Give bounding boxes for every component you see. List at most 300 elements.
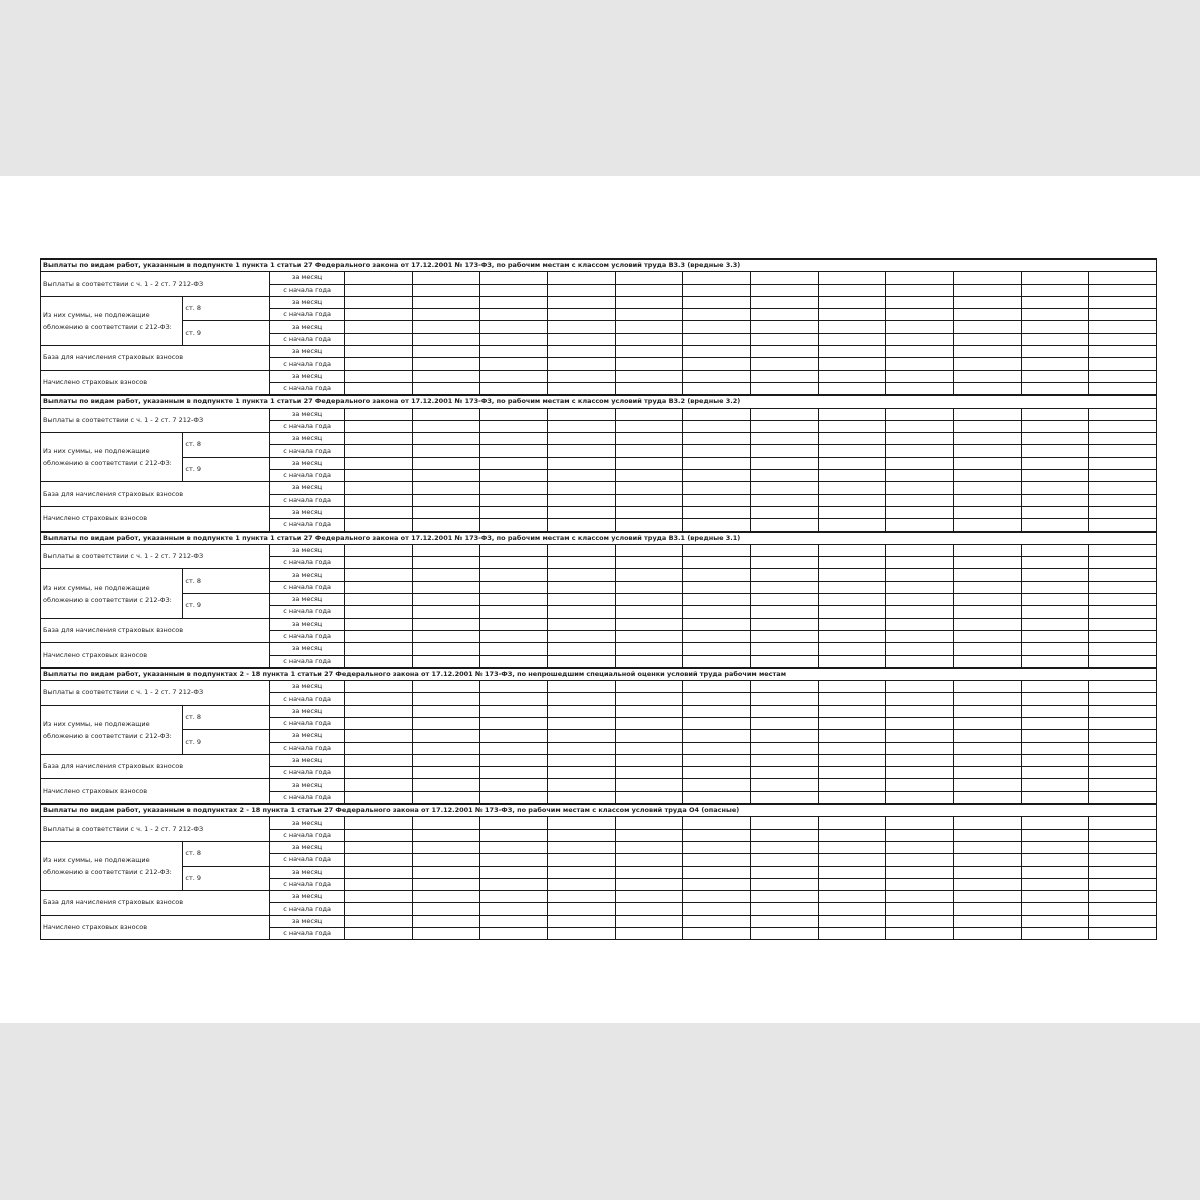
value-cell[interactable] [1021, 346, 1089, 358]
value-cell[interactable] [886, 915, 954, 927]
value-cell[interactable] [547, 569, 615, 581]
value-cell[interactable] [750, 457, 818, 469]
value-cell[interactable] [615, 581, 683, 593]
value-cell[interactable] [1089, 433, 1157, 445]
value-cell[interactable] [547, 717, 615, 729]
value-cell[interactable] [615, 346, 683, 358]
value-cell[interactable] [1089, 915, 1157, 927]
value-cell[interactable] [412, 346, 480, 358]
value-cell[interactable] [1021, 742, 1089, 754]
value-cell[interactable] [480, 866, 548, 878]
value-cell[interactable] [818, 928, 886, 940]
value-cell[interactable] [683, 767, 751, 779]
value-cell[interactable] [547, 742, 615, 754]
value-cell[interactable] [953, 569, 1021, 581]
value-cell[interactable] [953, 382, 1021, 395]
value-cell[interactable] [615, 445, 683, 457]
value-cell[interactable] [953, 817, 1021, 829]
value-cell[interactable] [1089, 457, 1157, 469]
value-cell[interactable] [750, 829, 818, 841]
value-cell[interactable] [344, 358, 412, 370]
value-cell[interactable] [750, 382, 818, 395]
value-cell[interactable] [1021, 754, 1089, 766]
value-cell[interactable] [683, 408, 751, 420]
value-cell[interactable] [344, 433, 412, 445]
value-cell[interactable] [1089, 878, 1157, 890]
value-cell[interactable] [547, 519, 615, 532]
value-cell[interactable] [344, 705, 412, 717]
value-cell[interactable] [818, 606, 886, 618]
value-cell[interactable] [547, 420, 615, 432]
value-cell[interactable] [480, 841, 548, 853]
value-cell[interactable] [683, 370, 751, 382]
value-cell[interactable] [1021, 928, 1089, 940]
value-cell[interactable] [750, 903, 818, 915]
value-cell[interactable] [750, 370, 818, 382]
value-cell[interactable] [953, 321, 1021, 333]
value-cell[interactable] [344, 333, 412, 345]
value-cell[interactable] [818, 754, 886, 766]
value-cell[interactable] [683, 630, 751, 642]
value-cell[interactable] [818, 408, 886, 420]
value-cell[interactable] [750, 717, 818, 729]
value-cell[interactable] [818, 569, 886, 581]
value-cell[interactable] [615, 618, 683, 630]
value-cell[interactable] [886, 854, 954, 866]
value-cell[interactable] [480, 693, 548, 705]
value-cell[interactable] [750, 891, 818, 903]
value-cell[interactable] [683, 705, 751, 717]
value-cell[interactable] [480, 643, 548, 655]
value-cell[interactable] [1021, 494, 1089, 506]
value-cell[interactable] [886, 779, 954, 791]
value-cell[interactable] [412, 791, 480, 804]
value-cell[interactable] [953, 829, 1021, 841]
value-cell[interactable] [1021, 544, 1089, 556]
value-cell[interactable] [750, 544, 818, 556]
value-cell[interactable] [412, 854, 480, 866]
value-cell[interactable] [886, 878, 954, 890]
value-cell[interactable] [750, 643, 818, 655]
value-cell[interactable] [1021, 841, 1089, 853]
value-cell[interactable] [818, 519, 886, 532]
value-cell[interactable] [750, 594, 818, 606]
value-cell[interactable] [1021, 420, 1089, 432]
value-cell[interactable] [953, 296, 1021, 308]
value-cell[interactable] [615, 333, 683, 345]
value-cell[interactable] [953, 915, 1021, 927]
value-cell[interactable] [480, 730, 548, 742]
value-cell[interactable] [547, 606, 615, 618]
value-cell[interactable] [547, 779, 615, 791]
value-cell[interactable] [683, 457, 751, 469]
value-cell[interactable] [683, 779, 751, 791]
value-cell[interactable] [750, 284, 818, 296]
value-cell[interactable] [886, 606, 954, 618]
value-cell[interactable] [344, 494, 412, 506]
value-cell[interactable] [480, 272, 548, 284]
value-cell[interactable] [750, 606, 818, 618]
value-cell[interactable] [750, 309, 818, 321]
value-cell[interactable] [344, 408, 412, 420]
value-cell[interactable] [412, 705, 480, 717]
value-cell[interactable] [886, 643, 954, 655]
value-cell[interactable] [412, 296, 480, 308]
value-cell[interactable] [480, 791, 548, 804]
value-cell[interactable] [1021, 594, 1089, 606]
value-cell[interactable] [818, 829, 886, 841]
value-cell[interactable] [547, 333, 615, 345]
value-cell[interactable] [1089, 643, 1157, 655]
value-cell[interactable] [412, 730, 480, 742]
value-cell[interactable] [1089, 470, 1157, 482]
value-cell[interactable] [547, 272, 615, 284]
value-cell[interactable] [886, 630, 954, 642]
value-cell[interactable] [818, 470, 886, 482]
value-cell[interactable] [547, 754, 615, 766]
value-cell[interactable] [547, 494, 615, 506]
value-cell[interactable] [818, 767, 886, 779]
value-cell[interactable] [344, 482, 412, 494]
value-cell[interactable] [750, 272, 818, 284]
value-cell[interactable] [1021, 581, 1089, 593]
value-cell[interactable] [886, 693, 954, 705]
value-cell[interactable] [683, 544, 751, 556]
value-cell[interactable] [953, 767, 1021, 779]
value-cell[interactable] [1021, 506, 1089, 518]
value-cell[interactable] [750, 841, 818, 853]
value-cell[interactable] [547, 630, 615, 642]
value-cell[interactable] [683, 506, 751, 518]
value-cell[interactable] [953, 854, 1021, 866]
value-cell[interactable] [683, 445, 751, 457]
value-cell[interactable] [818, 370, 886, 382]
value-cell[interactable] [412, 878, 480, 890]
value-cell[interactable] [818, 420, 886, 432]
value-cell[interactable] [683, 382, 751, 395]
value-cell[interactable] [547, 544, 615, 556]
value-cell[interactable] [683, 681, 751, 693]
value-cell[interactable] [953, 470, 1021, 482]
value-cell[interactable] [615, 681, 683, 693]
value-cell[interactable] [1021, 854, 1089, 866]
value-cell[interactable] [750, 420, 818, 432]
value-cell[interactable] [886, 717, 954, 729]
value-cell[interactable] [412, 506, 480, 518]
value-cell[interactable] [344, 754, 412, 766]
value-cell[interactable] [344, 506, 412, 518]
value-cell[interactable] [818, 457, 886, 469]
value-cell[interactable] [953, 346, 1021, 358]
value-cell[interactable] [818, 544, 886, 556]
value-cell[interactable] [953, 717, 1021, 729]
value-cell[interactable] [344, 817, 412, 829]
value-cell[interactable] [750, 681, 818, 693]
value-cell[interactable] [886, 333, 954, 345]
value-cell[interactable] [683, 866, 751, 878]
value-cell[interactable] [750, 494, 818, 506]
value-cell[interactable] [750, 854, 818, 866]
value-cell[interactable] [1021, 408, 1089, 420]
value-cell[interactable] [615, 321, 683, 333]
value-cell[interactable] [1089, 569, 1157, 581]
value-cell[interactable] [344, 445, 412, 457]
value-cell[interactable] [412, 841, 480, 853]
value-cell[interactable] [547, 767, 615, 779]
value-cell[interactable] [344, 370, 412, 382]
value-cell[interactable] [1021, 705, 1089, 717]
value-cell[interactable] [547, 841, 615, 853]
value-cell[interactable] [412, 370, 480, 382]
value-cell[interactable] [615, 705, 683, 717]
value-cell[interactable] [818, 717, 886, 729]
value-cell[interactable] [412, 519, 480, 532]
value-cell[interactable] [683, 841, 751, 853]
value-cell[interactable] [547, 594, 615, 606]
value-cell[interactable] [344, 420, 412, 432]
value-cell[interactable] [344, 717, 412, 729]
value-cell[interactable] [750, 767, 818, 779]
value-cell[interactable] [1089, 693, 1157, 705]
value-cell[interactable] [1021, 717, 1089, 729]
value-cell[interactable] [480, 681, 548, 693]
value-cell[interactable] [1089, 854, 1157, 866]
value-cell[interactable] [615, 457, 683, 469]
value-cell[interactable] [344, 618, 412, 630]
value-cell[interactable] [683, 915, 751, 927]
value-cell[interactable] [886, 382, 954, 395]
value-cell[interactable] [1021, 370, 1089, 382]
value-cell[interactable] [547, 791, 615, 804]
value-cell[interactable] [1089, 284, 1157, 296]
value-cell[interactable] [818, 272, 886, 284]
value-cell[interactable] [615, 717, 683, 729]
value-cell[interactable] [344, 544, 412, 556]
value-cell[interactable] [953, 643, 1021, 655]
value-cell[interactable] [953, 928, 1021, 940]
value-cell[interactable] [1021, 358, 1089, 370]
value-cell[interactable] [683, 333, 751, 345]
value-cell[interactable] [1089, 742, 1157, 754]
value-cell[interactable] [750, 618, 818, 630]
value-cell[interactable] [547, 408, 615, 420]
value-cell[interactable] [818, 506, 886, 518]
value-cell[interactable] [1089, 581, 1157, 593]
value-cell[interactable] [953, 309, 1021, 321]
value-cell[interactable] [683, 903, 751, 915]
value-cell[interactable] [953, 370, 1021, 382]
value-cell[interactable] [683, 272, 751, 284]
value-cell[interactable] [818, 742, 886, 754]
value-cell[interactable] [412, 655, 480, 668]
value-cell[interactable] [1089, 594, 1157, 606]
value-cell[interactable] [1089, 420, 1157, 432]
value-cell[interactable] [818, 494, 886, 506]
value-cell[interactable] [750, 928, 818, 940]
value-cell[interactable] [886, 557, 954, 569]
value-cell[interactable] [818, 791, 886, 804]
value-cell[interactable] [1021, 272, 1089, 284]
value-cell[interactable] [953, 494, 1021, 506]
value-cell[interactable] [683, 791, 751, 804]
value-cell[interactable] [344, 866, 412, 878]
value-cell[interactable] [480, 519, 548, 532]
value-cell[interactable] [683, 717, 751, 729]
value-cell[interactable] [1089, 309, 1157, 321]
value-cell[interactable] [1089, 655, 1157, 668]
value-cell[interactable] [615, 433, 683, 445]
value-cell[interactable] [480, 420, 548, 432]
value-cell[interactable] [1021, 445, 1089, 457]
value-cell[interactable] [750, 693, 818, 705]
value-cell[interactable] [547, 482, 615, 494]
value-cell[interactable] [615, 494, 683, 506]
value-cell[interactable] [344, 284, 412, 296]
value-cell[interactable] [615, 470, 683, 482]
value-cell[interactable] [412, 903, 480, 915]
value-cell[interactable] [683, 817, 751, 829]
value-cell[interactable] [412, 482, 480, 494]
value-cell[interactable] [547, 891, 615, 903]
value-cell[interactable] [750, 408, 818, 420]
value-cell[interactable] [547, 829, 615, 841]
value-cell[interactable] [953, 358, 1021, 370]
value-cell[interactable] [344, 655, 412, 668]
value-cell[interactable] [480, 606, 548, 618]
value-cell[interactable] [683, 655, 751, 668]
value-cell[interactable] [344, 742, 412, 754]
value-cell[interactable] [886, 309, 954, 321]
value-cell[interactable] [1021, 606, 1089, 618]
value-cell[interactable] [683, 878, 751, 890]
value-cell[interactable] [480, 457, 548, 469]
value-cell[interactable] [412, 606, 480, 618]
value-cell[interactable] [683, 557, 751, 569]
value-cell[interactable] [615, 569, 683, 581]
value-cell[interactable] [547, 506, 615, 518]
value-cell[interactable] [412, 866, 480, 878]
value-cell[interactable] [480, 506, 548, 518]
value-cell[interactable] [547, 457, 615, 469]
value-cell[interactable] [480, 829, 548, 841]
value-cell[interactable] [480, 903, 548, 915]
value-cell[interactable] [412, 544, 480, 556]
value-cell[interactable] [1021, 433, 1089, 445]
value-cell[interactable] [547, 730, 615, 742]
value-cell[interactable] [615, 370, 683, 382]
value-cell[interactable] [1021, 655, 1089, 668]
value-cell[interactable] [344, 829, 412, 841]
value-cell[interactable] [480, 779, 548, 791]
value-cell[interactable] [683, 594, 751, 606]
value-cell[interactable] [1021, 767, 1089, 779]
value-cell[interactable] [480, 854, 548, 866]
value-cell[interactable] [750, 878, 818, 890]
value-cell[interactable] [683, 346, 751, 358]
value-cell[interactable] [1089, 630, 1157, 642]
value-cell[interactable] [480, 370, 548, 382]
value-cell[interactable] [1089, 791, 1157, 804]
value-cell[interactable] [953, 506, 1021, 518]
value-cell[interactable] [547, 433, 615, 445]
value-cell[interactable] [818, 346, 886, 358]
value-cell[interactable] [1089, 754, 1157, 766]
value-cell[interactable] [818, 730, 886, 742]
value-cell[interactable] [615, 730, 683, 742]
value-cell[interactable] [818, 358, 886, 370]
value-cell[interactable] [344, 841, 412, 853]
value-cell[interactable] [818, 643, 886, 655]
value-cell[interactable] [344, 382, 412, 395]
value-cell[interactable] [886, 519, 954, 532]
value-cell[interactable] [547, 643, 615, 655]
value-cell[interactable] [886, 618, 954, 630]
value-cell[interactable] [886, 817, 954, 829]
value-cell[interactable] [953, 408, 1021, 420]
value-cell[interactable] [683, 519, 751, 532]
value-cell[interactable] [750, 506, 818, 518]
value-cell[interactable] [1089, 866, 1157, 878]
value-cell[interactable] [1089, 544, 1157, 556]
value-cell[interactable] [886, 284, 954, 296]
value-cell[interactable] [344, 309, 412, 321]
value-cell[interactable] [480, 382, 548, 395]
value-cell[interactable] [412, 272, 480, 284]
value-cell[interactable] [480, 581, 548, 593]
value-cell[interactable] [412, 717, 480, 729]
value-cell[interactable] [547, 903, 615, 915]
value-cell[interactable] [953, 445, 1021, 457]
value-cell[interactable] [412, 494, 480, 506]
value-cell[interactable] [953, 655, 1021, 668]
value-cell[interactable] [412, 693, 480, 705]
value-cell[interactable] [547, 346, 615, 358]
value-cell[interactable] [1021, 915, 1089, 927]
value-cell[interactable] [683, 854, 751, 866]
value-cell[interactable] [1021, 618, 1089, 630]
value-cell[interactable] [344, 891, 412, 903]
value-cell[interactable] [683, 470, 751, 482]
value-cell[interactable] [683, 643, 751, 655]
value-cell[interactable] [953, 730, 1021, 742]
value-cell[interactable] [615, 779, 683, 791]
value-cell[interactable] [886, 506, 954, 518]
value-cell[interactable] [1021, 817, 1089, 829]
value-cell[interactable] [344, 557, 412, 569]
value-cell[interactable] [412, 284, 480, 296]
value-cell[interactable] [480, 655, 548, 668]
value-cell[interactable] [412, 915, 480, 927]
value-cell[interactable] [1021, 903, 1089, 915]
value-cell[interactable] [1021, 630, 1089, 642]
value-cell[interactable] [886, 742, 954, 754]
value-cell[interactable] [547, 655, 615, 668]
value-cell[interactable] [1089, 928, 1157, 940]
value-cell[interactable] [1021, 779, 1089, 791]
value-cell[interactable] [412, 358, 480, 370]
value-cell[interactable] [547, 321, 615, 333]
value-cell[interactable] [615, 606, 683, 618]
value-cell[interactable] [818, 321, 886, 333]
value-cell[interactable] [344, 321, 412, 333]
value-cell[interactable] [683, 829, 751, 841]
value-cell[interactable] [615, 817, 683, 829]
value-cell[interactable] [547, 915, 615, 927]
value-cell[interactable] [953, 866, 1021, 878]
value-cell[interactable] [480, 594, 548, 606]
value-cell[interactable] [412, 817, 480, 829]
value-cell[interactable] [344, 569, 412, 581]
